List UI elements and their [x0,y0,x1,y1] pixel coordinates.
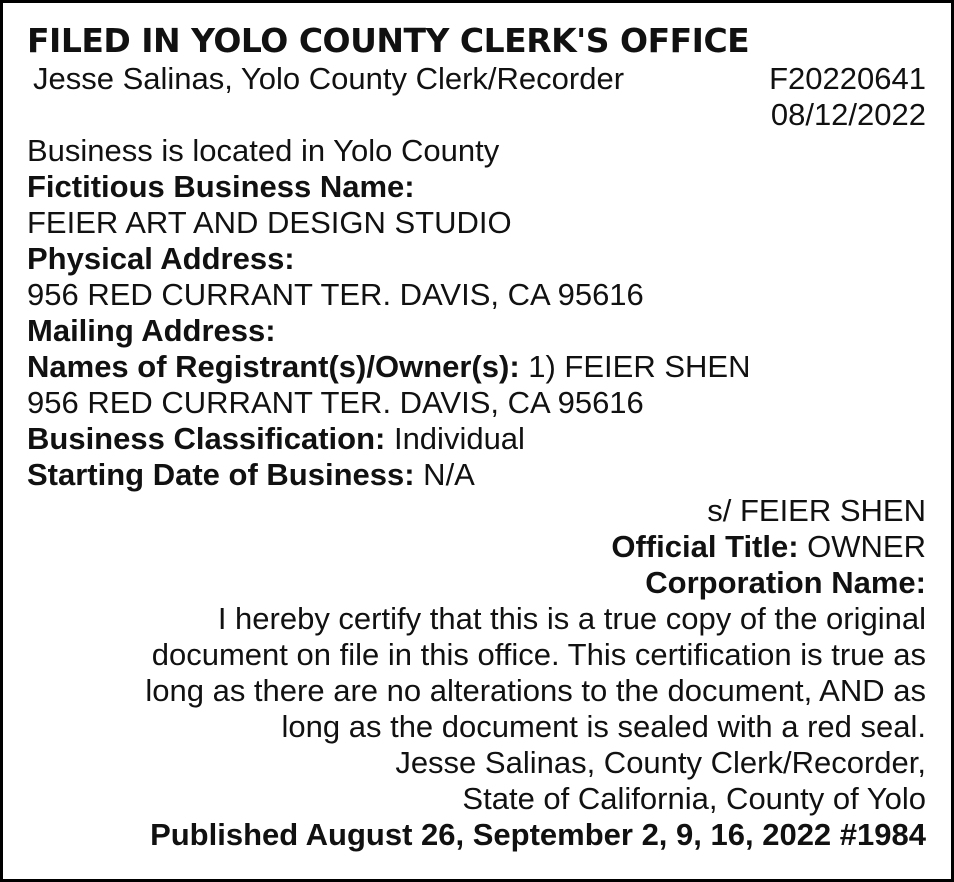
registrant-value: 1) FEIER SHEN [519,349,751,384]
physical-address-label: Physical Address: [27,241,295,276]
classification-value: Individual [385,421,525,456]
certification-text [27,601,926,817]
corporation-name-label: Corporation Name: [645,565,926,600]
registrant-line [27,349,926,385]
classification-line [27,421,926,457]
physical-address: 956 RED CURRANT TER. DAVIS, CA 95616 [27,277,644,312]
registrant-label: Names of Registrant(s)/Owner(s): [27,349,520,384]
start-date-line [27,457,926,493]
certification-line: long as there are no alterations to the document, AND as [145,673,926,708]
certification-line: State of California, County of Yolo [462,781,926,816]
official-title-label: Official Title: [611,529,799,564]
official-title-line [27,529,926,565]
certification-line: document on file in this office. This certification is true as [151,637,926,672]
registrant-address: 956 RED CURRANT TER. DAVIS, CA 95616 [27,385,644,420]
fictitious-name: FEIER ART AND DESIGN STUDIO [27,205,512,240]
mailing-address-label: Mailing Address: [27,313,276,348]
clerk-row [27,61,926,97]
file-number: F20220641 [769,61,926,96]
publication-dates: Published August 26, September 2, 9, 16, 2022 #1984 [150,817,926,852]
signature: s/ FEIER SHEN [707,493,926,528]
certification-line: Jesse Salinas, County Clerk/Recorder, [395,745,926,780]
classification-label: Business Classification: [27,421,386,456]
filed-date: 08/12/2022 [770,97,926,132]
fictitious-name-label: Fictitious Business Name: [27,169,415,204]
notice-title: FILED IN YOLO COUNTY CLERK'S OFFICE [27,21,750,60]
certification-line: long as the document is sealed with a red seal. [281,709,926,744]
official-title-value: OWNER [798,529,926,564]
start-date-label: Starting Date of Business: [27,457,415,492]
location-note: Business is located in Yolo County [27,133,500,168]
certification-line: I hereby certify that this is a true copy of the original [217,601,926,636]
start-date-value: N/A [414,457,475,492]
clerk-name: Jesse Salinas, Yolo County Clerk/Recorder [33,61,625,96]
